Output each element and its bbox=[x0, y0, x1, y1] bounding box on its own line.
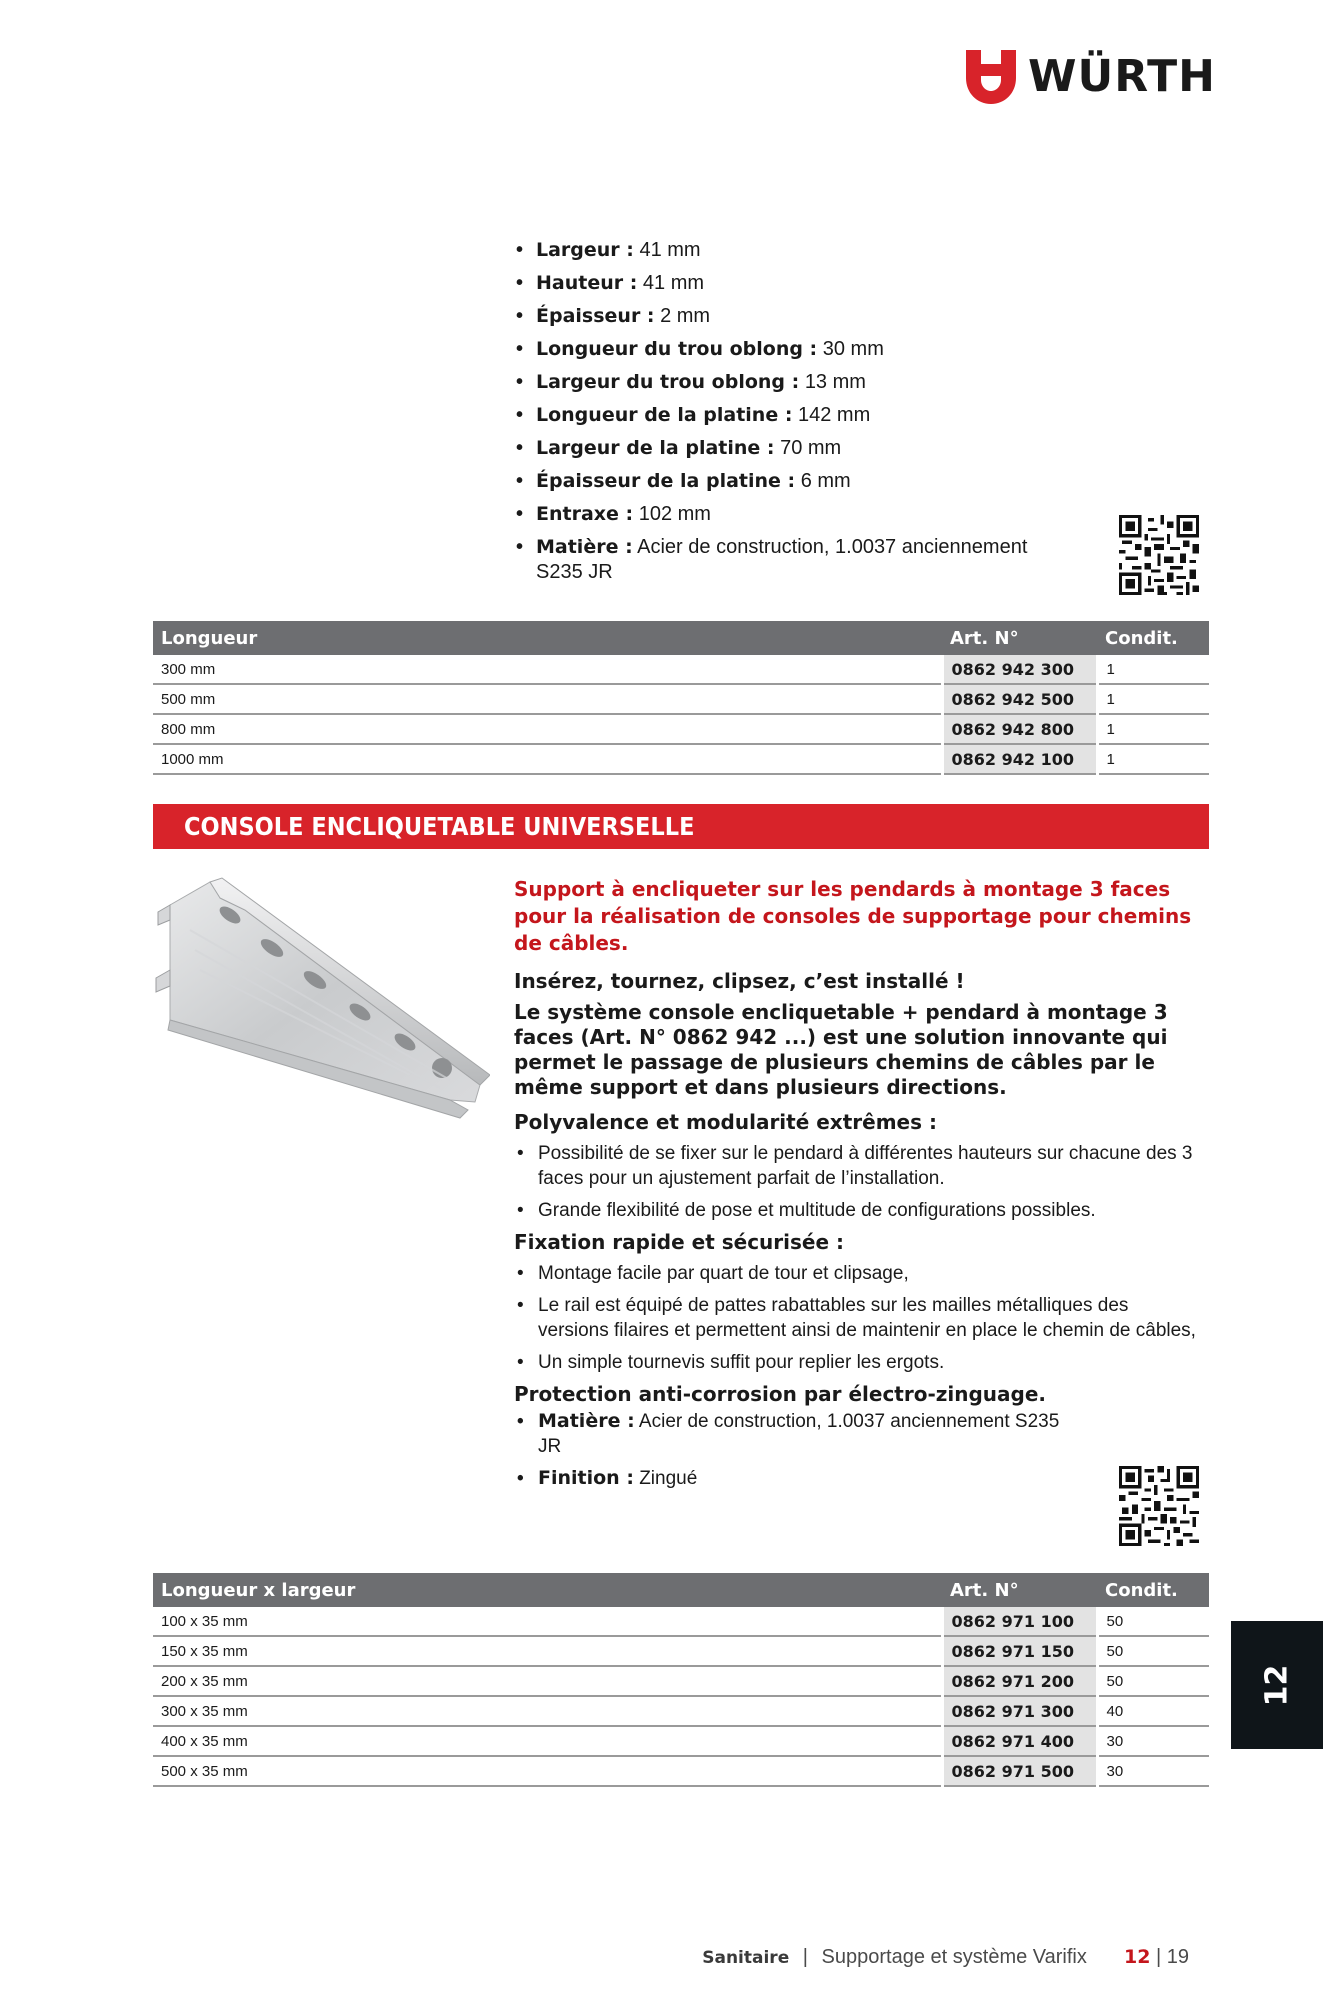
spec-label: Épaisseur : bbox=[536, 305, 655, 327]
chapter-tab-label: 12 bbox=[1259, 1664, 1295, 1706]
spec-item bbox=[516, 502, 1076, 527]
spec-item bbox=[516, 535, 1076, 585]
spec-item bbox=[516, 436, 1076, 461]
material-label: Matière : bbox=[538, 1410, 635, 1432]
table-row bbox=[153, 1756, 1209, 1786]
col-header-dimensions: Longueur x largeur bbox=[153, 1573, 942, 1607]
cell-art-number: 0862 971 150 bbox=[942, 1636, 1097, 1666]
spec-list bbox=[516, 238, 1076, 593]
finish-label: Finition : bbox=[538, 1467, 634, 1489]
wurth-logo-mark-icon bbox=[966, 50, 1016, 104]
list-item: • Le rail est équipé de pattes rabattables sur les mailles métalliques des versions filaires et permettent ainsi de maintenir en place le chemin de câbles, bbox=[514, 1293, 1204, 1343]
col-header-cond: Condit. bbox=[1097, 1573, 1209, 1607]
fixation-heading: Fixation rapide et sécurisée : bbox=[514, 1230, 845, 1254]
cell-length: 300 mm bbox=[153, 655, 942, 684]
footer-subtitle: Supportage et système Varifix bbox=[821, 1946, 1087, 1968]
cell-art-number: 0862 942 300 bbox=[942, 655, 1097, 684]
list-item: • Montage facile par quart de tour et clipsage, bbox=[514, 1261, 1204, 1286]
polyvalence-list bbox=[514, 1141, 1204, 1223]
cell-cond: 1 bbox=[1097, 684, 1209, 714]
cell-dimensions: 100 x 35 mm bbox=[153, 1607, 942, 1636]
qr-code-icon[interactable] bbox=[1119, 1466, 1199, 1546]
cell-cond: 50 bbox=[1097, 1636, 1209, 1666]
material-value: Acier de construction, 1.0037 anciennement S235 JR bbox=[538, 1411, 1060, 1457]
spec-label: Entraxe : bbox=[536, 503, 634, 525]
spec-item bbox=[516, 370, 1076, 395]
spec-item bbox=[516, 271, 1076, 296]
cell-art-number: 0862 971 100 bbox=[942, 1607, 1097, 1636]
table-row bbox=[153, 684, 1209, 714]
spec-item bbox=[516, 238, 1076, 263]
col-header-art: Art. N° bbox=[942, 1573, 1097, 1607]
list-item bbox=[514, 1466, 1064, 1491]
spec-value: 41 mm bbox=[639, 239, 701, 261]
spec-item bbox=[516, 304, 1076, 329]
col-header-length: Longueur bbox=[153, 621, 942, 655]
spec-value: 142 mm bbox=[797, 404, 871, 426]
list-item: • Possibilité de se fixer sur le pendard à différentes hauteurs sur chacune des 3 faces pour un ajustement parfait de l’installation. bbox=[514, 1141, 1204, 1191]
polyvalence-heading: Polyvalence et modularité extrêmes : bbox=[514, 1110, 937, 1134]
spec-value: 102 mm bbox=[638, 503, 711, 525]
footer-page-number: | 19 bbox=[1156, 1946, 1189, 1968]
product-table-2 bbox=[153, 1573, 1209, 1787]
table-row bbox=[153, 1636, 1209, 1666]
cell-dimensions: 400 x 35 mm bbox=[153, 1726, 942, 1756]
list-item bbox=[514, 1409, 1064, 1459]
cell-cond: 30 bbox=[1097, 1726, 1209, 1756]
col-header-cond: Condit. bbox=[1097, 621, 1209, 655]
wurth-logo bbox=[966, 50, 1216, 104]
page-footer bbox=[702, 1946, 1189, 1969]
cell-length: 1000 mm bbox=[153, 744, 942, 774]
spec-value: 30 mm bbox=[822, 338, 884, 360]
list-item: • Un simple tournevis suffit pour replier les ergots. bbox=[514, 1350, 1204, 1375]
table-row bbox=[153, 1607, 1209, 1636]
console-product-image bbox=[150, 870, 490, 1130]
table-row bbox=[153, 714, 1209, 744]
cell-art-number: 0862 971 300 bbox=[942, 1696, 1097, 1726]
spec-label: Épaisseur de la platine : bbox=[536, 470, 796, 492]
cell-art-number: 0862 942 800 bbox=[942, 714, 1097, 744]
cell-dimensions: 200 x 35 mm bbox=[153, 1666, 942, 1696]
spec-value: 6 mm bbox=[800, 470, 851, 492]
table-header-row bbox=[153, 1573, 1209, 1607]
spec-label: Hauteur : bbox=[536, 272, 638, 294]
protection-heading: Protection anti-corrosion par électro-zinguage. bbox=[514, 1382, 1047, 1406]
footer-section: Sanitaire bbox=[702, 1948, 790, 1968]
lead-text: Support à encliqueter sur les pendards à montage 3 faces pour la réalisation de consoles de supportage pour chemins de câbles. bbox=[514, 877, 1192, 955]
col-header-art: Art. N° bbox=[942, 621, 1097, 655]
cell-length: 500 mm bbox=[153, 684, 942, 714]
cell-art-number: 0862 971 400 bbox=[942, 1726, 1097, 1756]
spec-label: Largeur du trou oblong : bbox=[536, 371, 800, 393]
cell-cond: 1 bbox=[1097, 655, 1209, 684]
spec-label: Largeur : bbox=[536, 239, 634, 261]
spec-item bbox=[516, 403, 1076, 428]
system-text: Le système console encliquetable + pendard à montage 3 faces (Art. N° 0862 942 ...) est une solution innovante qui permet le passage de plusieurs chemins de câbles par le même support et dans plusieurs directions. bbox=[514, 1000, 1168, 1099]
table-row bbox=[153, 1666, 1209, 1696]
finish-value: Zingué bbox=[639, 1468, 698, 1489]
spec-item bbox=[516, 469, 1076, 494]
spec-item bbox=[516, 337, 1076, 362]
spec-label: Matière : bbox=[536, 536, 633, 558]
cell-art-number: 0862 942 500 bbox=[942, 684, 1097, 714]
spec-value: 13 mm bbox=[804, 371, 866, 393]
product-table-1 bbox=[153, 621, 1209, 775]
product-description bbox=[514, 876, 1204, 1498]
spec-value: 41 mm bbox=[642, 272, 705, 294]
list-item: • Grande flexibilité de pose et multitude de configurations possibles. bbox=[514, 1198, 1204, 1223]
cell-length: 800 mm bbox=[153, 714, 942, 744]
spec-value: 2 mm bbox=[660, 305, 711, 327]
footer-divider: | bbox=[802, 1946, 808, 1968]
table-header-row bbox=[153, 621, 1209, 655]
spec-value: Acier de construction, 1.0037 anciennement S235 JR bbox=[536, 536, 1028, 583]
table-row bbox=[153, 744, 1209, 774]
cell-cond: 1 bbox=[1097, 744, 1209, 774]
section-title: CONSOLE ENCLIQUETABLE UNIVERSELLE bbox=[184, 812, 695, 841]
cell-cond: 1 bbox=[1097, 714, 1209, 744]
table-row bbox=[153, 1696, 1209, 1726]
cell-dimensions: 300 x 35 mm bbox=[153, 1696, 942, 1726]
qr-code-icon[interactable] bbox=[1119, 515, 1199, 595]
cell-dimensions: 150 x 35 mm bbox=[153, 1636, 942, 1666]
footer-chapter-number: 12 bbox=[1123, 1946, 1151, 1968]
cell-art-number: 0862 942 100 bbox=[942, 744, 1097, 774]
chapter-tab[interactable] bbox=[1231, 1621, 1323, 1749]
cell-cond: 30 bbox=[1097, 1756, 1209, 1786]
cell-art-number: 0862 971 500 bbox=[942, 1756, 1097, 1786]
table-row bbox=[153, 1726, 1209, 1756]
cell-cond: 40 bbox=[1097, 1696, 1209, 1726]
cell-art-number: 0862 971 200 bbox=[942, 1666, 1097, 1696]
spec-label: Longueur de la platine : bbox=[536, 404, 793, 426]
spec-value: 70 mm bbox=[780, 437, 842, 459]
tagline: Insérez, tournez, clipsez, c’est installé ! bbox=[514, 969, 965, 993]
cell-cond: 50 bbox=[1097, 1666, 1209, 1696]
spec-label: Largeur de la platine : bbox=[536, 437, 775, 459]
table-row bbox=[153, 655, 1209, 684]
spec-label: Longueur du trou oblong : bbox=[536, 338, 818, 360]
brand-name: WÜRTH bbox=[1028, 51, 1217, 102]
cell-dimensions: 500 x 35 mm bbox=[153, 1756, 942, 1786]
section-banner bbox=[153, 804, 1209, 849]
material-list bbox=[514, 1409, 1064, 1491]
fixation-list bbox=[514, 1261, 1204, 1375]
cell-cond: 50 bbox=[1097, 1607, 1209, 1636]
